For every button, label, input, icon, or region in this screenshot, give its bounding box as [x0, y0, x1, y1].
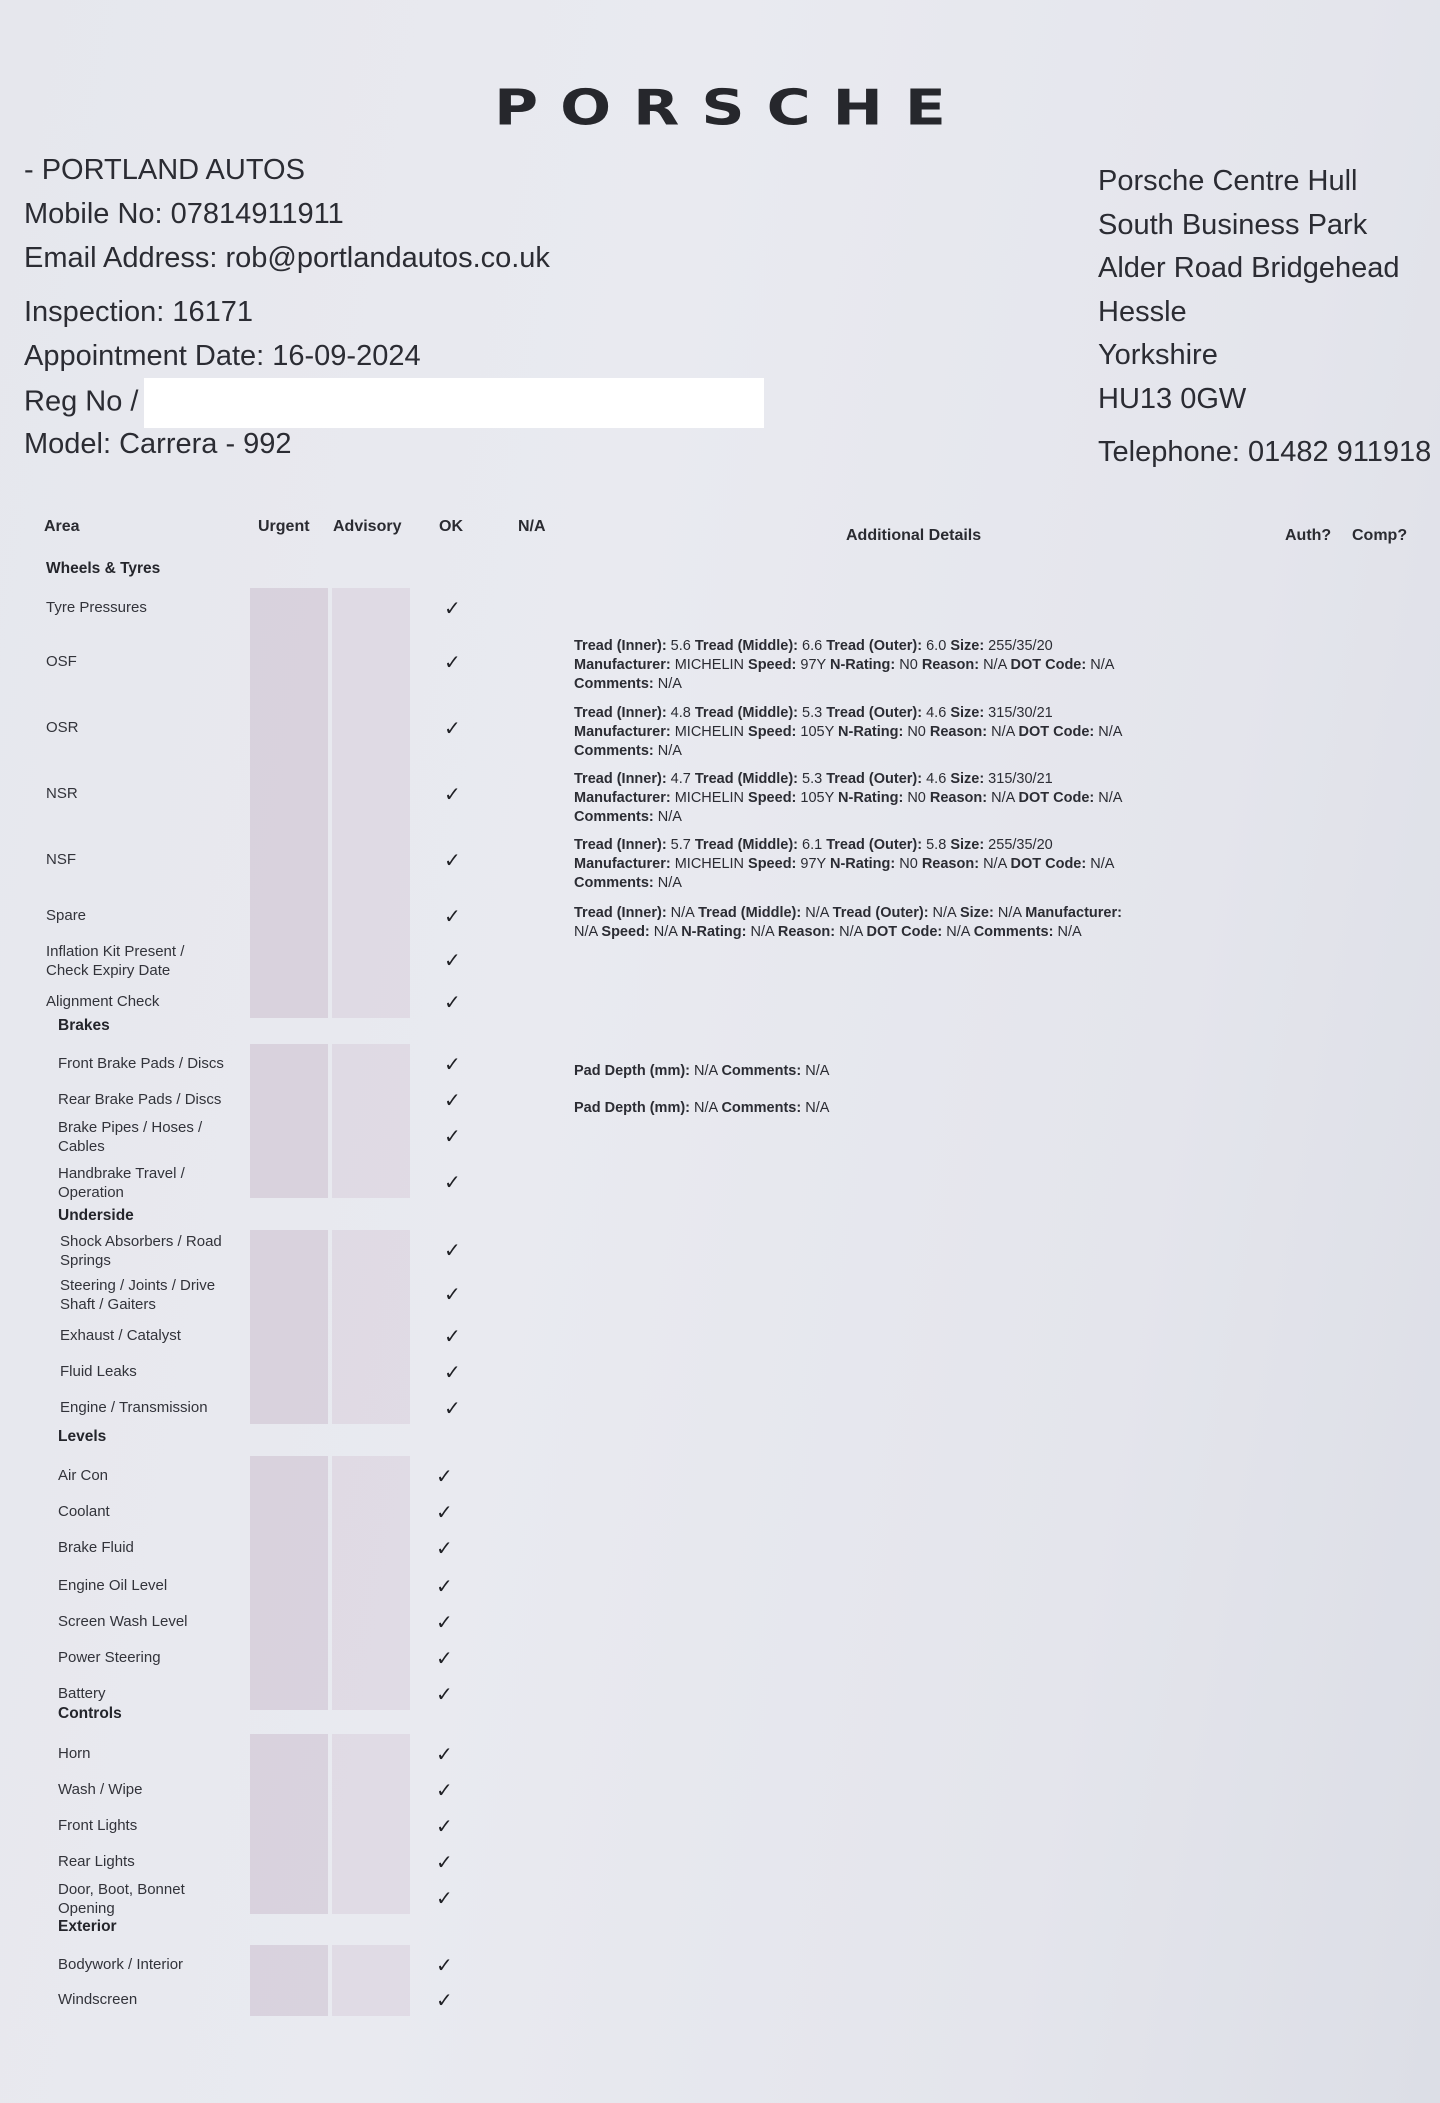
ok-tick: ✓ — [444, 1240, 461, 1262]
row-label: Front Brake Pads / Discs — [58, 1055, 224, 1072]
appointment-date: Appointment Date: 16-09-2024 — [24, 340, 421, 372]
ok-tick: ✓ — [444, 1398, 461, 1420]
row-label: Tyre Pressures — [46, 599, 147, 616]
ok-tick: ✓ — [436, 1502, 453, 1524]
centre-address — [1098, 160, 1431, 475]
header-area: Area — [44, 518, 80, 535]
section-title: Exterior — [58, 1918, 117, 1935]
advisory-cells — [332, 1456, 410, 1710]
advisory-cells — [332, 1044, 410, 1198]
section-title: Levels — [58, 1428, 107, 1445]
dealer-email: Email Address: rob@portlandautos.co.uk — [24, 242, 550, 274]
ok-tick: ✓ — [444, 1126, 461, 1148]
ok-tick: ✓ — [436, 1852, 453, 1874]
urgent-cells — [250, 1734, 328, 1914]
row-details: Tread (Inner): 4.8 Tread (Middle): 5.3 Tread (Outer): 4.6 Size: 315/30/21 Manufacturer: MICHELIN Speed: 105Y N-Rating: N0 Reason: N/A DOT Code: N/A Comments: N/A — [574, 705, 1123, 759]
row-label: Screen Wash Level — [58, 1613, 188, 1630]
dealer-info — [24, 148, 764, 466]
row-label: Coolant — [58, 1503, 110, 1520]
row-label: Front Lights — [58, 1817, 138, 1834]
address-line: South Business Park — [1098, 208, 1368, 241]
model: Model: Carrera - 992 — [24, 428, 292, 460]
urgent-cells — [250, 1230, 328, 1424]
ok-tick: ✓ — [444, 850, 461, 872]
row-label: Engine / Transmission — [60, 1399, 208, 1416]
row-label: Wash / Wipe — [58, 1781, 143, 1798]
header-urgent: Urgent — [258, 518, 310, 535]
urgent-cells — [250, 1456, 328, 1710]
row-details: Tread (Inner): 5.6 Tread (Middle): 6.6 Tread (Outer): 6.0 Size: 255/35/20 Manufacturer: MICHELIN Speed: 97Y N-Rating: N0 Reason: N/A DOT Code: N/A Comments: N/A — [574, 638, 1115, 692]
address-line: Alder Road Bridgehead — [1098, 252, 1400, 284]
row-label: Engine Oil Level — [58, 1577, 168, 1594]
row-label: Shock Absorbers / Road Springs — [60, 1233, 222, 1269]
inspection-number: Inspection: 16171 — [24, 296, 253, 328]
row-details: Tread (Inner): 4.7 Tread (Middle): 5.3 Tread (Outer): 4.6 Size: 315/30/21 Manufacturer: MICHELIN Speed: 105Y N-Rating: N0 Reason: N/A DOT Code: N/A Comments: N/A — [574, 771, 1123, 825]
section-title: Controls — [58, 1705, 122, 1722]
header-ok: OK — [439, 518, 463, 535]
ok-tick: ✓ — [436, 1648, 453, 1670]
row-label: Horn — [58, 1745, 91, 1762]
row-label: NSF — [46, 851, 76, 868]
section-title: Underside — [58, 1207, 134, 1224]
address-line: HU13 0GW — [1098, 382, 1247, 415]
row-label: OSR — [46, 719, 79, 736]
urgent-cells — [250, 1945, 328, 2016]
porsche-logo: PORSCHE — [494, 79, 968, 137]
section-title: Wheels & Tyres — [46, 560, 161, 577]
row-details: Tread (Inner): 5.7 Tread (Middle): 6.1 Tread (Outer): 5.8 Size: 255/35/20 Manufacturer: MICHELIN Speed: 97Y N-Rating: N0 Reason: N/A DOT Code: N/A Comments: N/A — [574, 837, 1115, 891]
ok-tick: ✓ — [444, 1172, 461, 1194]
header-advisory: Advisory — [333, 518, 402, 535]
ok-tick: ✓ — [444, 718, 461, 740]
ok-tick: ✓ — [436, 1576, 453, 1598]
row-label: Alignment Check — [46, 993, 160, 1010]
row-label: Fluid Leaks — [60, 1363, 137, 1380]
ok-tick: ✓ — [444, 1054, 461, 1076]
address-line: Porsche Centre Hull — [1098, 165, 1358, 197]
ok-tick: ✓ — [436, 1612, 453, 1634]
ok-tick: ✓ — [444, 950, 461, 972]
header-details: Additional Details — [846, 527, 982, 544]
row-label: Inflation Kit Present / Check Expiry Date — [46, 943, 185, 979]
ok-tick: ✓ — [444, 1362, 461, 1384]
advisory-cells — [332, 1945, 410, 2016]
ok-tick: ✓ — [444, 992, 461, 1014]
row-label: OSF — [46, 653, 77, 670]
row-label: Rear Lights — [58, 1853, 135, 1870]
ok-tick: ✓ — [436, 1466, 453, 1488]
ok-tick: ✓ — [436, 1684, 453, 1706]
ok-tick: ✓ — [436, 1780, 453, 1802]
advisory-cells — [332, 588, 410, 1018]
ok-tick: ✓ — [444, 1090, 461, 1112]
address-line: Yorkshire — [1098, 339, 1218, 371]
dealer-name: - PORTLAND AUTOS — [24, 154, 305, 186]
row-label: Exhaust / Catalyst — [60, 1327, 181, 1344]
ok-tick: ✓ — [436, 1538, 453, 1560]
redacted-block — [144, 378, 764, 428]
ok-tick: ✓ — [436, 1990, 453, 2012]
ok-tick: ✓ — [444, 1326, 461, 1348]
row-details: Tread (Inner): N/A Tread (Middle): N/A Tread (Outer): N/A Size: N/A Manufacturer: N/A Speed: N/A N-Rating: N/A Reason: N/A DOT Code: N/A Comments: N/A — [574, 905, 1122, 940]
row-label: Rear Brake Pads / Discs — [58, 1091, 222, 1108]
header-auth: Auth? — [1285, 527, 1332, 544]
ok-tick: ✓ — [436, 1816, 453, 1838]
urgent-cells — [250, 588, 328, 1018]
advisory-cells — [332, 1230, 410, 1424]
row-label: Door, Boot, Bonnet Opening — [58, 1881, 185, 1917]
ok-tick: ✓ — [444, 906, 461, 928]
ok-tick: ✓ — [444, 1284, 461, 1306]
centre-telephone: Telephone: 01482 911918 — [1098, 436, 1432, 468]
reg-label: Reg No / — [24, 385, 139, 418]
row-label: Bodywork / Interior — [58, 1956, 184, 1973]
section-title: Brakes — [58, 1017, 110, 1034]
address-line: Hessle — [1098, 295, 1187, 328]
ok-tick: ✓ — [436, 1888, 453, 1910]
row-label: Air Con — [58, 1467, 109, 1484]
row-label: Battery — [58, 1685, 106, 1702]
header-comp: Comp? — [1352, 527, 1408, 544]
row-label: NSR — [46, 785, 78, 802]
dealer-mobile: Mobile No: 07814911911 — [24, 198, 344, 230]
row-label: Brake Fluid — [58, 1539, 134, 1556]
advisory-cells — [332, 1734, 410, 1914]
ok-tick: ✓ — [444, 652, 461, 674]
row-label: Steering / Joints / Drive Shaft / Gaiters — [60, 1277, 216, 1313]
urgent-cells — [250, 1044, 328, 1198]
row-label: Spare — [46, 907, 87, 924]
ok-tick: ✓ — [436, 1955, 453, 1977]
ok-tick: ✓ — [444, 784, 461, 806]
row-label: Power Steering — [58, 1649, 161, 1666]
ok-tick: ✓ — [444, 598, 461, 620]
row-details: Pad Depth (mm): N/A Comments: N/A — [574, 1100, 830, 1116]
row-label: Windscreen — [58, 1991, 138, 2008]
header-na: N/A — [518, 518, 546, 535]
row-details: Pad Depth (mm): N/A Comments: N/A — [574, 1063, 830, 1079]
row-label: Brake Pipes / Hoses / Cables — [58, 1119, 203, 1155]
row-label: Handbrake Travel / Operation — [58, 1165, 185, 1201]
reg-row — [24, 378, 764, 422]
ok-tick: ✓ — [436, 1744, 453, 1766]
